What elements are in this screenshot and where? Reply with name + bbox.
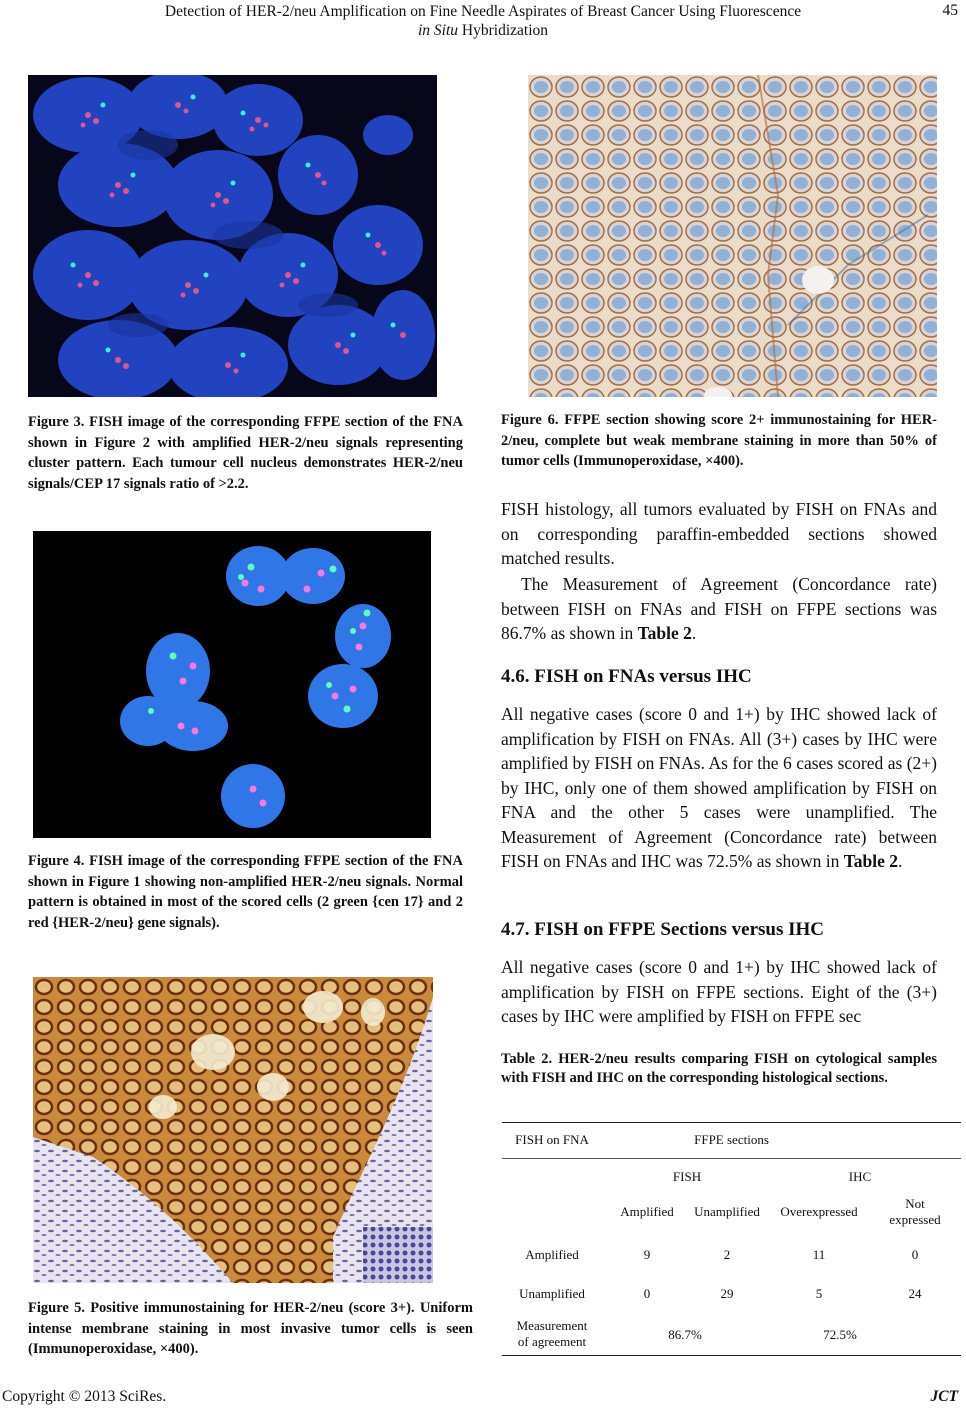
figure-4-caption: Figure 4. FISH image of the corresponding FFPE section of the FNA shown in Figure 1 showing non-amplified HER-2/neu signals. Normal pattern is obtained in most of the scored cells (2 green {cen 17} and 2 red {HER-2/neu} gene signals). — [28, 853, 463, 931]
table-cell: 5 — [815, 1286, 823, 1301]
footer-journal: JCT — [930, 1388, 958, 1405]
paragraph-4-text: All negative cases (score 0 and 1+) by IHC showed lack of amplification by FISH on FFPE sections. Eight of the (3+) cases by IHC were amplified by FISH on FFPE sec — [501, 957, 937, 1026]
header-title-line1: Detection of HER-2/neu Amplification on Fine Needle Aspirates of Breast Cancer Using Fluorescence — [164, 3, 802, 20]
figure-3-caption: Figure 3. FISH image of the corresponding FFPE section of the FNA shown in Figure 2 with amplified HER-2/neu signals representing cluster pattern. Each tumour cell nucleus demonstrates HER-2/neu signals/CEP 17 signals ratio of >2.2. — [28, 414, 463, 492]
table-2-reference: Table 2 — [637, 623, 692, 643]
table-header-row-label: FISH on FNA — [515, 1132, 589, 1147]
table-cell: 0 — [911, 1247, 919, 1262]
paragraph-3-text: All negative cases (score 0 and 1+) by IHC showed lack of amplification by FISH on FNAs. All (3+) cases by IHC were amplified by FISH on FNAs. As for the 6 cases scored as (2+) by IHC, only one of them showed amplification by FISH on FNA and the other 5 cases were unamplified. The Measurement of Agreement (Concordance rate) between FISH on FNAs and IHC was 72.5% as shown in — [501, 704, 937, 871]
paragraph-2-text: The Measurement of Agreement (Concordance rate) between FISH on FNAs and FISH on FFPE sections was 86.7% as shown in — [501, 574, 937, 643]
paragraph-2 — [501, 572, 937, 646]
table-measure-label — [502, 1318, 602, 1350]
table-cell: 11 — [812, 1247, 826, 1262]
table-header-unamplified: Unamplified — [694, 1204, 760, 1219]
figure-5-image — [33, 977, 433, 1283]
running-header — [80, 2, 886, 40]
table-header-overexpressed: Overexpressed — [780, 1204, 858, 1219]
paragraph-4 — [501, 955, 937, 1029]
table-header-not-line2: expressed — [889, 1212, 941, 1227]
footer-copyright: Copyright © 2013 SciRes. — [2, 1388, 167, 1405]
table-bottom-rule — [502, 1355, 961, 1356]
figure-4-image — [33, 531, 431, 838]
table-2-reference: Table 2 — [843, 851, 899, 871]
table-measure-label-line2: of agreement — [517, 1334, 587, 1349]
section-4-7-heading: 4.7. FISH on FFPE Sections versus IHC — [501, 919, 825, 940]
table-top-rule — [502, 1122, 961, 1123]
paragraph-3-end: . — [898, 851, 903, 871]
table-measure-fish: 86.7% — [668, 1327, 702, 1342]
paragraph-1-text: FISH histology, all tumors evaluated by FISH on FNAs and on corresponding paraffin-embedded sections showed matched results. — [501, 499, 937, 568]
table-header-not-line1: Not — [905, 1196, 925, 1211]
table-header-not-expressed — [870, 1196, 960, 1228]
figure-6-image — [528, 75, 937, 397]
table-header-fish: FISH — [672, 1169, 702, 1184]
figure-3-image — [28, 75, 437, 397]
paragraph-3 — [501, 702, 937, 874]
table-header-rule — [502, 1158, 961, 1159]
table-cell: 24 — [908, 1286, 922, 1301]
header-title-rest: Hybridization — [458, 22, 548, 39]
table-header-amplified: Amplified — [620, 1204, 674, 1219]
figure-5-caption: Figure 5. Positive immunostaining for HER-2/neu (score 3+). Uniform intense membrane staining in most invasive tumor cells is seen (Immunoperoxidase, ×400). — [28, 1300, 473, 1357]
header-title-line2 — [80, 21, 886, 40]
table-measure-ihc: 72.5% — [823, 1327, 857, 1342]
page-number: 45 — [942, 2, 958, 19]
paragraph-2-end: . — [691, 623, 697, 643]
section-4-6-heading: 4.6. FISH on FNAs versus IHC — [501, 666, 752, 687]
table-header-group: FFPE sections — [694, 1132, 769, 1147]
paragraph-1 — [501, 497, 937, 571]
table-cell: 2 — [723, 1247, 731, 1262]
table-row-label: Unamplified — [519, 1286, 585, 1301]
table-cell: 0 — [643, 1286, 651, 1301]
table-2-caption: Table 2. HER-2/neu results comparing FISH on cytological samples with FISH and IHC on the corresponding histological sections. — [501, 1051, 937, 1086]
figure-6-caption: Figure 6. FFPE section showing score 2+ immunostaining for HER-2/neu, complete but weak membrane staining in more than 50% of tumor cells (Immunoperoxidase, ×400). — [501, 412, 937, 469]
table-cell: 9 — [643, 1247, 651, 1262]
table-row-label: Amplified — [525, 1247, 579, 1262]
table-cell: 29 — [720, 1286, 734, 1301]
header-title-italic: in Situ — [417, 22, 459, 39]
table-header-ihc: IHC — [848, 1169, 872, 1184]
table-measure-label-line1: Measurement — [516, 1318, 588, 1333]
